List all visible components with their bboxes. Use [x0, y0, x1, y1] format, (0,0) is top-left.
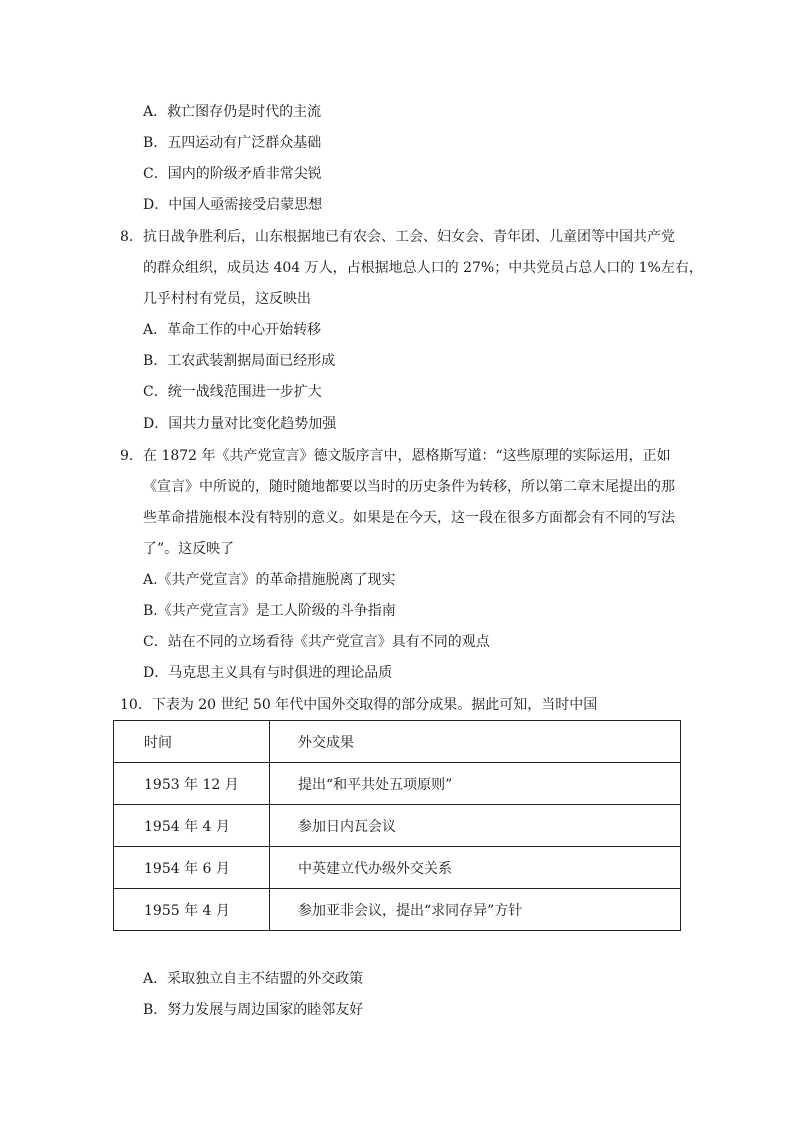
q8-stem-line-2: 的群众组织，成员达 404 万人，占根据地总人口的 27%；中共党员占总人口的 1%左右， — [143, 260, 703, 276]
q10-option-a: A．采取独立自主不结盟的外交政策 — [143, 971, 364, 987]
table-row — [114, 847, 681, 889]
q8-number: 8． — [120, 229, 143, 245]
q8-option-d: D．国共力量对比变化趋势加强 — [143, 416, 337, 432]
header-time: 时间 — [114, 721, 270, 763]
q9-option-a: A.《共产党宣言》的革命措施脱离了现实 — [143, 572, 396, 588]
q7-option-b: B．五四运动有广泛群众基础 — [143, 135, 322, 151]
table-row — [114, 805, 681, 847]
table-header-row — [114, 721, 681, 763]
diplomacy-results-table — [113, 720, 681, 931]
header-result: 外交成果 — [270, 721, 681, 763]
row-result: 参加亚非会议，提出“求同存异”方针 — [270, 889, 681, 931]
table-row — [114, 763, 681, 805]
q7-option-d: D．中国人亟需接受启蒙思想 — [143, 197, 323, 213]
table-row — [114, 889, 681, 931]
q7-option-c: C．国内的阶级矛盾非常尖锐 — [143, 166, 322, 182]
q10-stem: 10．下表为 20 世纪 50 年代中国外交取得的部分成果。据此可知，当时中国 — [120, 697, 598, 713]
q8-option-b: B．工农武装割据局面已经形成 — [143, 353, 336, 369]
row-time: 1955 年 4 月 — [114, 889, 270, 931]
q9-stem-line-3: 些革命措施根本没有特别的意义。如果是在今天，这一段在很多方面都会有不同的写法 — [143, 510, 675, 526]
q9-option-d: D．马克思主义具有与时俱进的理论品质 — [143, 665, 393, 681]
q7-option-a: A．救亡图存仍是时代的主流 — [143, 104, 322, 120]
q9-number: 9． — [120, 448, 143, 464]
q9-stem-line-2: 《宣言》中所说的，随时随地都要以当时的历史条件为转移，所以第二章末尾提出的那 — [143, 479, 675, 495]
row-result: 中英建立代办级外交关系 — [270, 847, 681, 889]
q8-option-c: C．统一战线范围进一步扩大 — [143, 384, 322, 400]
q10-option-b: B．努力发展与周边国家的睦邻友好 — [143, 1002, 364, 1018]
q9-stem-line-1: 在 1872 年《共产党宣言》德文版序言中，恩格斯写道：“这些原理的实际运用，正如 — [143, 448, 671, 464]
q9-option-c: C．站在不同的立场看待《共产党宣言》具有不同的观点 — [143, 634, 490, 650]
q9-stem-line-4: 了”。这反映了 — [143, 541, 235, 557]
q8-stem-line-1: 抗日战争胜利后，山东根据地已有农会、工会、妇女会、青年团、儿童团等中国共产党 — [143, 229, 675, 245]
row-result: 参加日内瓦会议 — [270, 805, 681, 847]
q9-option-b: B.《共产党宣言》是工人阶级的斗争指南 — [143, 603, 396, 619]
row-time: 1954 年 4 月 — [114, 805, 270, 847]
q8-stem-line-3: 几乎村村有党员，这反映出 — [143, 291, 311, 307]
row-time: 1954 年 6 月 — [114, 847, 270, 889]
q8-option-a: A．革命工作的中心开始转移 — [143, 322, 322, 338]
row-result: 提出“和平共处五项原则” — [270, 763, 681, 805]
row-time: 1953 年 12 月 — [114, 763, 270, 805]
